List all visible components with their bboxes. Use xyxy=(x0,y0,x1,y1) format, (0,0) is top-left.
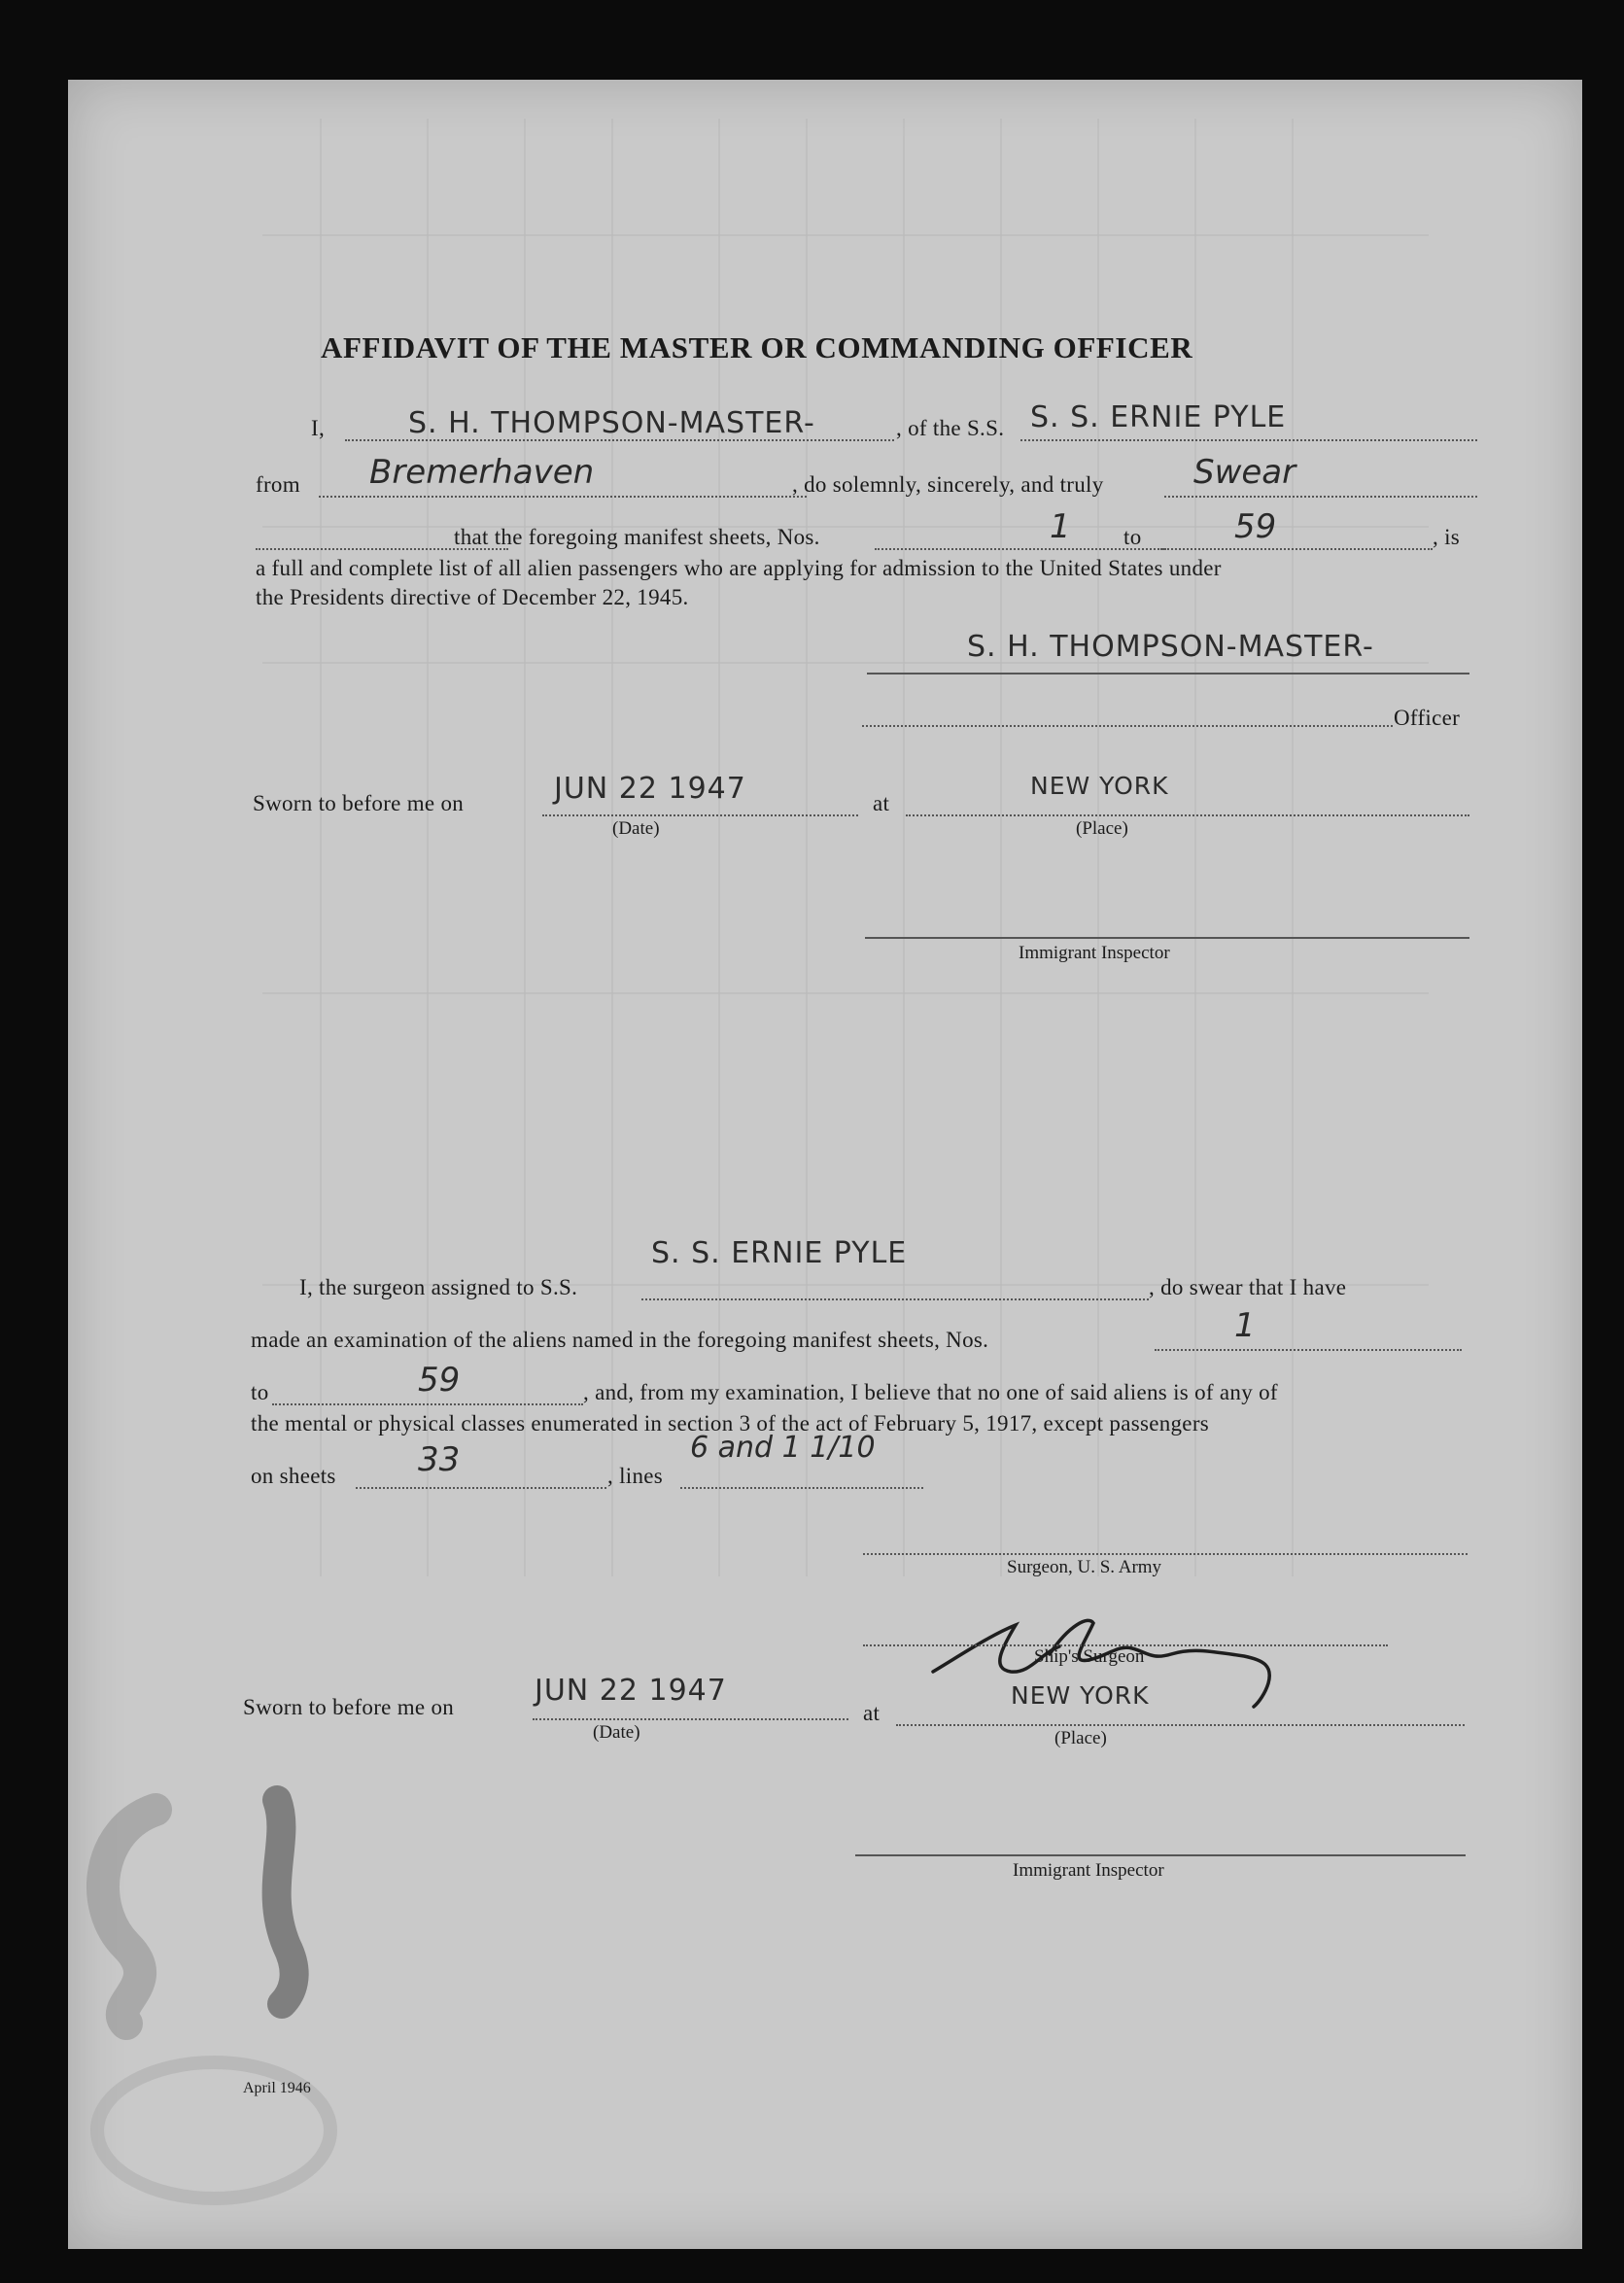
to-label: to xyxy=(1123,525,1142,549)
sworn-place-line-2 xyxy=(896,1724,1465,1726)
date-caption-1: (Date) xyxy=(612,818,660,839)
surgeon-ship-line xyxy=(641,1298,1149,1300)
examination-result-line: , and, from my examination, I believe that no one of said aliens is of any of xyxy=(583,1380,1278,1404)
lines-handwritten: 6 and 1 1/10 xyxy=(690,1431,876,1465)
army-surgeon-line xyxy=(863,1553,1468,1555)
port-handwritten: Bremerhaven xyxy=(369,453,595,492)
ship-name-stamp: S. S. ERNIE PYLE xyxy=(1030,400,1287,434)
sworn-date-line-1 xyxy=(542,814,858,816)
sworn-place-stamp-2: NEW YORK xyxy=(1011,1681,1150,1710)
sheet-to-line xyxy=(1160,548,1433,550)
surgeon-to-label: to xyxy=(251,1380,269,1404)
sheet-from-handwritten: 1 xyxy=(1050,507,1071,546)
sworn-place-stamp-1: NEW YORK xyxy=(1030,772,1169,800)
sheet-to-handwritten: 59 xyxy=(1234,507,1277,546)
sworn-label-2: Sworn to before me on xyxy=(243,1695,455,1719)
surgeon-ship-stamp: S. S. ERNIE PYLE xyxy=(651,1236,908,1270)
sworn-date-stamp-1: JUN 22 1947 xyxy=(554,772,746,806)
master-name-stamp: S. H. THOMPSON-MASTER- xyxy=(408,406,815,440)
sheet-from-line xyxy=(875,548,1166,550)
oath-line xyxy=(1164,496,1477,498)
classes-line: the mental or physical classes enumerated in section 3 of the act of February 5, 1917, except passengers xyxy=(251,1411,1210,1436)
of-ship-label: , of the S.S. xyxy=(896,416,1005,440)
form-date: April 1946 xyxy=(243,2080,311,2096)
inspector-caption-2: Immigrant Inspector xyxy=(1013,1860,1164,1881)
officer-label: Officer xyxy=(1394,706,1461,730)
affidavit-sheet xyxy=(68,80,1582,2249)
on-sheets-label: on sheets xyxy=(251,1464,336,1488)
complete-list-line: a full and complete list of all alien passengers who are applying for admission to the United States under xyxy=(256,556,1222,580)
surgeon-swear-label: , do swear that I have xyxy=(1149,1275,1347,1299)
date-caption-2: (Date) xyxy=(593,1722,640,1743)
inspector-line-2 xyxy=(855,1854,1466,1856)
surgeon-sheet-from-handwritten: 1 xyxy=(1234,1306,1256,1345)
master-signature-stamp: S. H. THOMPSON-MASTER- xyxy=(967,630,1374,664)
port-line xyxy=(319,496,807,498)
place-caption-2: (Place) xyxy=(1054,1728,1107,1748)
solemnly-label: , do solemnly, sincerely, and truly xyxy=(792,472,1104,497)
ship-name-line xyxy=(1020,439,1477,441)
directive-line: the Presidents directive of December 22, 1945. xyxy=(256,585,689,609)
sworn-place-line-1 xyxy=(906,814,1469,816)
ink-smudge xyxy=(68,1751,379,2208)
inspector-line-1 xyxy=(865,937,1469,939)
officer-line xyxy=(862,725,1393,727)
place-caption-1: (Place) xyxy=(1076,818,1128,839)
surgeon-intro: I, the surgeon assigned to S.S. xyxy=(299,1275,578,1299)
inspector-caption-1: Immigrant Inspector xyxy=(1019,943,1170,963)
sworn-date-line-2 xyxy=(533,1718,848,1720)
page-title: AFFIDAVIT OF THE MASTER OR COMMANDING OFFICER xyxy=(321,330,1193,364)
master-i-label: I, xyxy=(311,416,326,440)
oath-handwritten: Swear xyxy=(1193,453,1296,492)
lines-label: , lines xyxy=(607,1464,664,1488)
from-label: from xyxy=(256,472,300,497)
at-label-1: at xyxy=(873,791,890,815)
is-label: , is xyxy=(1433,525,1461,549)
on-sheets-handwritten: 33 xyxy=(418,1440,461,1479)
at-label-2: at xyxy=(863,1701,881,1725)
sworn-date-stamp-2: JUN 22 1947 xyxy=(535,1674,727,1708)
foregoing-label: that the foregoing manifest sheets, Nos. xyxy=(454,525,820,549)
sworn-label-1: Sworn to before me on xyxy=(253,791,465,815)
army-surgeon-caption: Surgeon, U. S. Army xyxy=(1007,1557,1162,1577)
surgeon-sheet-to-handwritten: 59 xyxy=(418,1361,461,1400)
surgeon-sheet-from-line xyxy=(1155,1349,1462,1351)
master-signature-line xyxy=(867,673,1469,675)
examination-line: made an examination of the aliens named in the foregoing manifest sheets, Nos. xyxy=(251,1328,989,1352)
on-sheets-line xyxy=(356,1487,606,1489)
lines-line xyxy=(680,1487,923,1489)
surgeon-sheet-to-line xyxy=(272,1403,583,1405)
ship-surgeon-caption: Ship's Surgeon xyxy=(1034,1646,1145,1667)
